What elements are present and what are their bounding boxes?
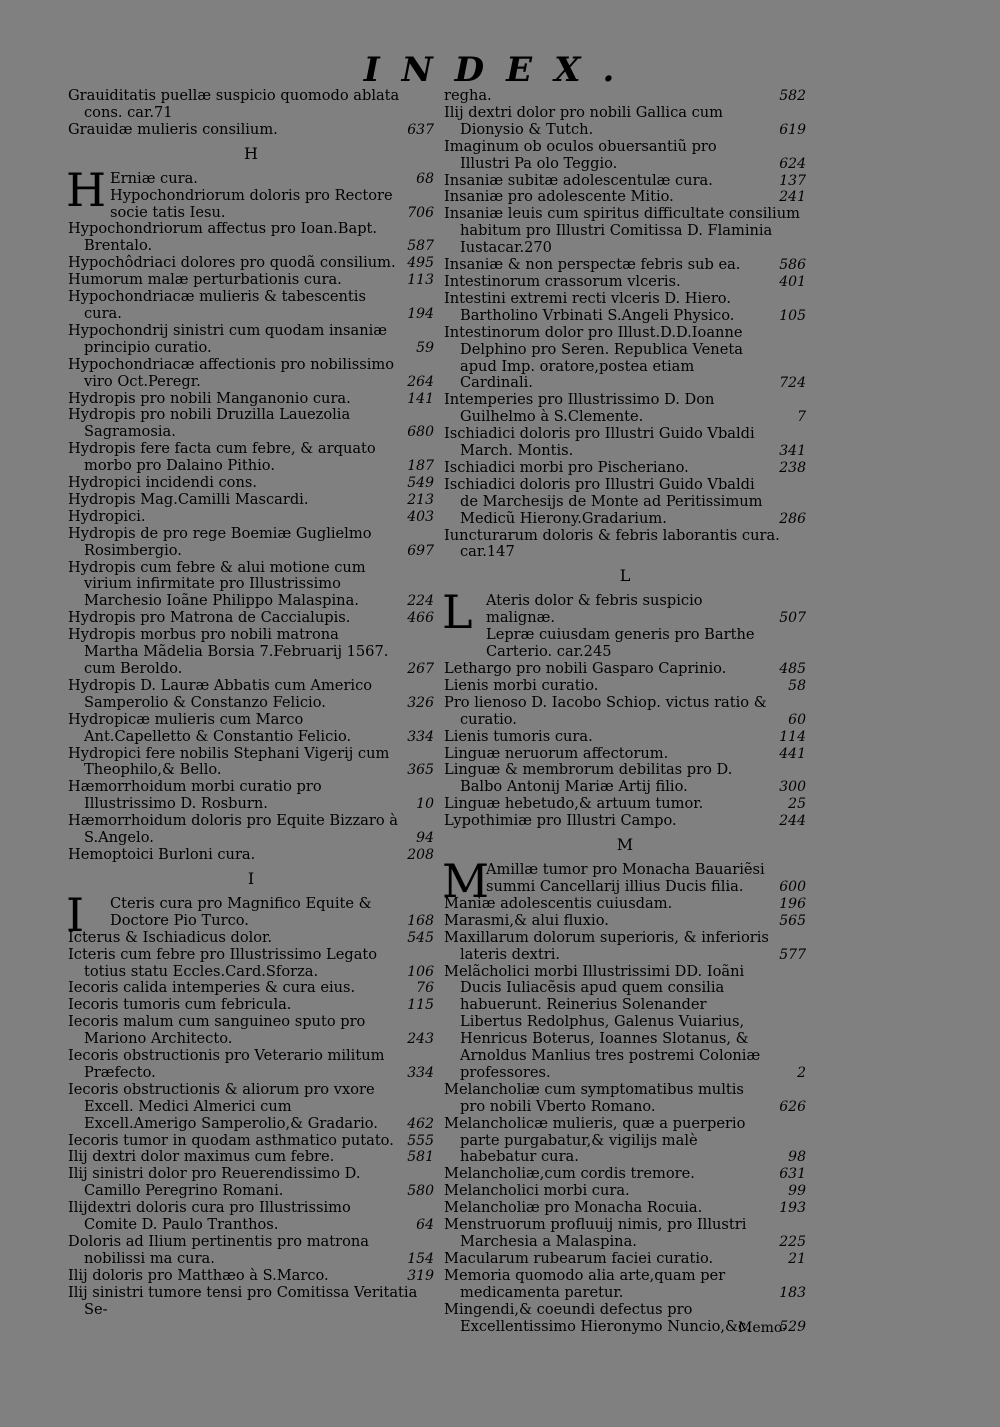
entry-page-number: 319 <box>407 1267 434 1284</box>
entry-page-number: 495 <box>407 255 434 272</box>
entry-page-number: 137 <box>779 172 806 189</box>
entry-page-number: 168 <box>407 912 434 929</box>
entry-text: Lienis tumoris cura. <box>444 727 593 745</box>
entry-text: Hydropici. <box>68 507 146 525</box>
entry-page-number: 76 <box>416 980 434 997</box>
index-entry <box>68 509 434 526</box>
section-h-opening <box>66 162 434 222</box>
index-entry <box>444 930 806 964</box>
entry-text: Iuncturarum doloris & febris laborantis cura. car.147 <box>444 526 780 561</box>
index-entry <box>444 477 806 528</box>
index-entry <box>68 492 434 509</box>
entry-page-number: 94 <box>416 830 434 847</box>
entry-page-number: 300 <box>779 779 806 796</box>
entry-page-number: 706 <box>407 204 434 221</box>
entry-text: Pro lienoso D. Iacobo Schiop. victus ratio & curatio. <box>444 693 767 728</box>
entry-page-number: 365 <box>407 762 434 779</box>
entry-text: Hydropis pro nobili Manganonio cura. <box>68 389 351 407</box>
index-entry <box>444 105 806 139</box>
section-l-opening <box>442 585 806 661</box>
entry-page-number: 326 <box>407 694 434 711</box>
entry-text: Melancholici morbi cura. <box>444 1182 630 1200</box>
drop-capital: I <box>66 887 85 942</box>
entry-page-number: 2 <box>797 1064 806 1081</box>
entry-text: Hemoptoici Burloni cura. <box>68 845 256 863</box>
entry-page-number: 25 <box>788 796 806 813</box>
entry-text: Ilijdextri doloris cura pro Illustrissimo Comite D. Paulo Tranthos. <box>68 1199 351 1234</box>
index-entry <box>444 762 806 796</box>
index-entry <box>68 88 434 122</box>
entry-text: Macularum rubearum faciei curatio. <box>444 1249 714 1267</box>
entry-text: Hypochôdriaci dolores pro quodã consilium. <box>68 254 396 272</box>
entry-text: Hydropis cum febre & alui motione cum virium infirmitate pro Illustrissimo Marchesio Ioãne Philippo Malaspina. <box>68 558 366 610</box>
entry-text: Hydropis Mag.Camilli Mascardi. <box>68 490 309 508</box>
entry-text: Iecoris tumoris cum febricula. <box>68 996 292 1014</box>
entry-page-number: 7 <box>797 409 806 426</box>
entry-text: Imaginum ob oculos obuersantiũ pro Illustri Pa olo Teggio. <box>444 137 717 172</box>
index-entry <box>68 678 434 712</box>
entry-text: Hydropis fere facta cum febre, & arquato morbo pro Dalaino Pithio. <box>68 440 376 475</box>
index-entry <box>444 862 806 896</box>
entry-text: Maxillarum dolorum superioris, & inferioris lateris dextri. <box>444 928 769 963</box>
entry-text: Iecoris obstructionis & aliorum pro vxore Excell. Medici Almerici cum Excell.Amerigo Samperolio,& Gradario. <box>68 1080 378 1132</box>
entry-page-number: 141 <box>407 390 434 407</box>
entry-text: Lypothimiæ pro Illustri Campo. <box>444 812 677 830</box>
entry-text: Erniæ cura. <box>110 169 198 187</box>
index-entry <box>444 964 806 1082</box>
entry-page-number: 582 <box>779 88 806 104</box>
entry-page-number: 194 <box>407 305 434 322</box>
entry-page-number: 724 <box>779 375 806 392</box>
entry-text: Ateris dolor & febris suspicio malignæ. <box>486 592 703 627</box>
entry-page-number: 98 <box>788 1149 806 1166</box>
index-entry <box>444 392 806 426</box>
index-entry <box>444 746 806 763</box>
index-entry <box>68 475 434 492</box>
entry-page-number: 10 <box>416 796 434 813</box>
index-entry <box>444 291 806 325</box>
entry-text: Icteris cum febre pro Illustrissimo Legato totius statu Eccles.Card.Sforza. <box>68 945 378 980</box>
index-entry <box>68 391 434 408</box>
index-entry <box>444 913 806 930</box>
entry-text: Insaniæ pro adolescente Mitio. <box>444 188 674 206</box>
index-entry <box>444 678 806 695</box>
drop-capital: M <box>442 854 490 909</box>
entry-text: Iecoris tumor in quodam asthmatico putato. <box>68 1131 394 1149</box>
index-entry <box>68 171 434 188</box>
index-entry <box>68 289 434 323</box>
entry-page-number: 507 <box>779 610 806 627</box>
index-entry <box>444 139 806 173</box>
entry-text: Linguæ hebetudo,& artuum tumor. <box>444 795 704 813</box>
entry-page-number: 545 <box>407 929 434 946</box>
entry-text: Hydropis morbus pro nobili matrona Martha Mãdelia Borsia 7.Februarij 1567. cum Beroldo. <box>68 626 389 677</box>
entry-text: Hæmorrhoidum morbi curatio pro Illustrissimo D. Rosburn. <box>68 778 322 813</box>
entry-text: Hypochondriorum doloris pro Rectore socie tatis Iesu. <box>110 186 393 221</box>
index-entry <box>444 729 806 746</box>
entry-text: Melancholicæ mulieris, quæ a puerperio parte purgabatur,& vigilijs malè habebatur cura. <box>444 1114 746 1166</box>
entry-text: Insaniæ & non perspectæ febris sub ea. <box>444 256 741 274</box>
index-entry <box>68 1285 434 1319</box>
entry-text: Menstruorum profluuij nimis, pro Illustri Marchesia a Malaspina. <box>444 1216 747 1250</box>
entry-text: Grauidæ mulieris consilium. <box>68 120 278 138</box>
entry-text: Melancholiæ cum symptomatibus multis pro nobili Vberto Romano. <box>444 1080 744 1115</box>
entry-text: Doloris ad Ilium pertinentis pro matrona nobilissi ma cura. <box>68 1233 369 1267</box>
index-entry <box>68 896 434 930</box>
entry-page-number: 243 <box>407 1031 434 1048</box>
entry-text: Hydropis de pro rege Boemiæ Guglielmo Rosimbergio. <box>68 524 372 559</box>
catchword: Memo- <box>738 1320 788 1336</box>
index-entry <box>68 947 434 981</box>
entry-page-number: 485 <box>779 661 806 677</box>
entry-text: Linguæ & membrorum debilitas pro D. Balbo Antonij Mariæ Artij filio. <box>444 761 733 796</box>
index-entry <box>444 528 806 562</box>
index-entry <box>68 1149 434 1166</box>
index-entry <box>68 980 434 997</box>
entry-page-number: 462 <box>407 1115 434 1132</box>
index-entry <box>444 1217 806 1251</box>
entry-page-number: 183 <box>779 1284 806 1301</box>
index-entry <box>444 661 806 678</box>
entry-text: Intestinorum dolor pro Illust.D.D.Ioanne Delphino pro Seren. Republica Veneta apud Imp. oratore,postea etiam Cardinali. <box>444 323 743 392</box>
index-entry <box>68 627 434 678</box>
index-entry <box>444 206 806 257</box>
entry-text: Intemperies pro Illustrissimo D. Don Guilhelmo à S.Clemente. <box>444 391 715 426</box>
entry-text: Hæmorrhoidum doloris pro Equite Bizzaro à S.Angelo. <box>68 812 398 847</box>
section-letter-h: H <box>244 143 258 163</box>
index-entry <box>68 610 434 627</box>
section-letter-i: I <box>247 868 255 888</box>
index-entry <box>68 746 434 780</box>
entry-text: Hydropis pro nobili Druzilla Lauezolia Sagramosia. <box>68 406 351 441</box>
entry-text: Hypochondrij sinistri cum quodam insaniæ principio curatio. <box>68 321 388 356</box>
entry-page-number: 600 <box>779 878 806 895</box>
index-entry <box>68 779 434 813</box>
entry-page-number: 264 <box>407 373 434 390</box>
entry-page-number: 334 <box>407 728 434 745</box>
index-entry <box>444 1183 806 1200</box>
entry-page-number: 586 <box>779 257 806 274</box>
index-entry <box>68 407 434 441</box>
entry-page-number: 213 <box>407 491 434 508</box>
entry-page-number: 68 <box>416 170 434 187</box>
entry-page-number: 334 <box>407 1064 434 1081</box>
entry-text: Ilij dextri dolor maximus cum febre. <box>68 1148 335 1166</box>
entry-page-number: 403 <box>407 508 434 525</box>
index-entry <box>68 930 434 947</box>
entry-text: Cteris cura pro Magnifico Equite & Doctore Pio Turco. <box>110 894 372 929</box>
entry-text: Marasmi,& alui fluxio. <box>444 911 609 929</box>
entry-page-number: 529 <box>779 1318 806 1335</box>
entry-text: Hydropici fere nobilis Stephani Vigerij cum Theophilo,& Bello. <box>68 744 390 779</box>
entry-page-number: 244 <box>779 813 806 830</box>
entry-text: Hydropici incidendi cons. <box>68 474 257 492</box>
index-entry <box>444 695 806 729</box>
index-entry <box>68 526 434 560</box>
entry-text: Hypochondriacæ mulieris & tabescentis cura. <box>68 288 366 322</box>
entry-page-number: 106 <box>407 963 434 980</box>
entry-text: Insaniæ subitæ adolescentulæ cura. <box>444 171 713 189</box>
entry-page-number: 208 <box>407 846 434 863</box>
index-entry <box>444 274 806 291</box>
entry-page-number: 624 <box>779 155 806 172</box>
entry-text: Lienis morbi curatio. <box>444 676 599 694</box>
index-entry <box>444 896 806 913</box>
index-entry <box>444 796 806 813</box>
entry-page-number: 105 <box>779 307 806 324</box>
entry-text: Hypochondriorum affectus pro Ioan.Bapt. Brentalo. <box>68 220 378 255</box>
entry-page-number: 626 <box>779 1098 806 1115</box>
entry-page-number: 587 <box>407 238 434 255</box>
index-entry <box>444 1200 806 1217</box>
page-title: INDEX. <box>363 50 637 90</box>
index-entry <box>68 255 434 272</box>
entry-text: Amillæ tumor pro Monacha Bauariẽsi summi Cancellarij illius Ducis filia. <box>486 861 765 895</box>
entry-page-number: 21 <box>788 1250 806 1267</box>
entry-page-number: 580 <box>407 1183 434 1200</box>
index-column-left <box>68 88 434 1319</box>
section-letter-m: M <box>616 835 634 855</box>
entry-page-number: 697 <box>407 542 434 559</box>
entry-text: Ilij dextri dolor pro nobili Gallica cum Dionysio & Tutch. <box>444 103 724 138</box>
index-entry <box>68 441 434 475</box>
index-entry <box>68 272 434 289</box>
index-entry <box>68 813 434 847</box>
section-letter-l: L <box>619 566 631 586</box>
entry-page-number: 241 <box>779 189 806 206</box>
index-entry <box>444 593 806 627</box>
index-entry <box>444 88 806 105</box>
index-entry <box>68 357 434 391</box>
index-entry <box>444 1082 806 1116</box>
entry-text: Linguæ neruorum affectorum. <box>444 744 669 762</box>
index-entry <box>444 257 806 274</box>
entry-page-number: 631 <box>779 1166 806 1183</box>
index-entry <box>68 847 434 864</box>
entry-page-number: 401 <box>779 273 806 290</box>
entry-page-number: 113 <box>407 272 434 289</box>
entry-page-number: 59 <box>416 339 434 356</box>
index-entry <box>444 189 806 206</box>
entry-text: Iecoris calida intemperies & cura eius. <box>68 979 356 997</box>
entry-page-number: 58 <box>788 677 806 694</box>
entry-text: Ilij sinistri tumore tensi pro Comitissa Veritatia Se- <box>68 1283 418 1318</box>
index-entry <box>444 813 806 830</box>
entry-page-number: 549 <box>407 475 434 492</box>
entry-text: regha. <box>444 87 492 104</box>
entry-page-number: 99 <box>788 1183 806 1200</box>
entry-text: Melancholiæ,cum cordis tremore. <box>444 1165 695 1183</box>
entry-page-number: 114 <box>779 728 806 745</box>
index-entry <box>444 460 806 477</box>
entry-text: Ischiadici morbi pro Pischeriano. <box>444 458 689 476</box>
entry-page-number: 187 <box>407 458 434 475</box>
entry-text: Ilij sinistri dolor pro Reuerendissimo D. Camillo Peregrino Romani. <box>68 1165 361 1200</box>
entry-page-number: 60 <box>788 711 806 728</box>
entry-text: Intestini extremi recti vlceris D. Hiero. Bartholino Vrbinati S.Angeli Physico. <box>444 289 735 324</box>
entry-text: Grauiditatis puellæ suspicio quomodo ablata cons. car.71 <box>68 87 400 121</box>
entry-page-number: 64 <box>416 1217 434 1234</box>
entry-page-number: 238 <box>779 459 806 476</box>
entry-text: Mingendi,& coeundi defectus pro Excellentissimo Hieronymo Nuncio,&c. <box>444 1300 751 1335</box>
index-entry <box>68 1166 434 1200</box>
index-entry <box>444 1251 806 1268</box>
entry-page-number: 286 <box>779 510 806 527</box>
index-entry <box>444 627 806 661</box>
index-entry <box>444 325 806 393</box>
index-entry <box>444 1116 806 1167</box>
entry-text: Hydropis D. Lauræ Abbatis cum Americo Samperolio & Constanzo Felicio. <box>68 676 373 711</box>
entry-page-number: 196 <box>779 895 806 912</box>
entry-text: Maniæ adolescentis cuiusdam. <box>444 894 673 912</box>
entry-page-number: 555 <box>407 1132 434 1149</box>
index-entry <box>68 997 434 1014</box>
index-entry <box>68 323 434 357</box>
entry-text: Hydropicæ mulieris cum Marco Ant.Capelletto & Constantio Felicio. <box>68 710 352 745</box>
entry-page-number: 466 <box>407 610 434 627</box>
entry-page-number: 581 <box>407 1149 434 1166</box>
entry-text: Lepræ cuiusdam generis pro Barthe Carterio. car.245 <box>486 626 755 661</box>
entry-text: Hypochondriacæ affectionis pro nobilissimo viro Oct.Peregr. <box>68 355 395 390</box>
entry-page-number: 224 <box>407 593 434 610</box>
entry-text: Ischiadici doloris pro Illustri Guido Vbaldi de Marchesijs de Monte ad Peritissimum Medicũ Hierony.Gradarium. <box>444 475 763 527</box>
entry-text: Ilij doloris pro Matthæo à S.Marco. <box>68 1266 329 1284</box>
entry-text: Humorum malæ perturbationis cura. <box>68 271 342 289</box>
entry-page-number: 225 <box>779 1234 806 1250</box>
entry-text: Ischiadici doloris pro Illustri Guido Vbaldi March. Montis. <box>444 425 755 460</box>
entry-text: Melãcholici morbi Illustrissimi DD. Ioãni Ducis Iuliacẽsis apud quem consilia habuerunt. Reinerius Solenander Libertus Redolphus, Galenus Vuiarius, Henricus Boterus, Ioannes Slotanus, & Arnoldus Manlius tres postremi Coloniæ professores. <box>444 962 761 1081</box>
index-entry <box>444 1166 806 1183</box>
entry-page-number: 577 <box>779 946 806 963</box>
entry-page-number: 619 <box>779 121 806 138</box>
entry-text: Intestinorum crassorum vlceris. <box>444 272 681 290</box>
index-entry <box>444 1268 806 1302</box>
entry-text: Iecoris malum cum sanguineo sputo pro Mariono Architecto. <box>68 1013 366 1048</box>
index-entry <box>68 712 434 746</box>
index-entry <box>68 1048 434 1082</box>
entry-page-number: 154 <box>407 1250 434 1267</box>
entry-page-number: 267 <box>407 661 434 677</box>
index-entry <box>444 426 806 460</box>
entry-page-number: 637 <box>407 121 434 138</box>
index-entry <box>68 122 434 139</box>
drop-capital: H <box>66 162 107 217</box>
drop-capital: L <box>442 585 473 640</box>
entry-page-number: 441 <box>779 745 806 762</box>
entry-page-number: 193 <box>779 1200 806 1217</box>
index-entry <box>68 1268 434 1285</box>
entry-text: Lethargo pro nobili Gasparo Caprinio. <box>444 660 727 677</box>
entry-text: Insaniæ leuis cum spiritus difficultate consilium habitum pro Illustri Comitissa D. Flaminia Iustacar.270 <box>444 205 800 257</box>
entry-page-number: 680 <box>407 424 434 441</box>
index-entry <box>68 221 434 255</box>
entry-page-number: 341 <box>779 443 806 460</box>
index-column-right <box>444 88 806 1335</box>
index-entry <box>68 1014 434 1048</box>
index-entry <box>68 1082 434 1133</box>
index-entry <box>68 1234 434 1268</box>
entry-text: Iecoris obstructionis pro Veterario militum Præfecto. <box>68 1047 385 1081</box>
entry-page-number: 565 <box>779 912 806 929</box>
entry-text: Icterus & Ischiadicus dolor. <box>68 928 273 946</box>
index-entry <box>444 173 806 190</box>
index-entry <box>68 560 434 611</box>
entry-text: Hydropis pro Matrona de Caccialupis. <box>68 609 351 627</box>
entry-text: Melancholiæ pro Monacha Rocuia. <box>444 1199 703 1217</box>
index-entry <box>68 1200 434 1234</box>
entry-page-number: 115 <box>407 997 434 1014</box>
index-entry <box>68 188 434 222</box>
index-entry <box>68 1133 434 1150</box>
entry-text: Memoria quomodo alia arte,quam per medicamenta paretur. <box>444 1266 726 1301</box>
